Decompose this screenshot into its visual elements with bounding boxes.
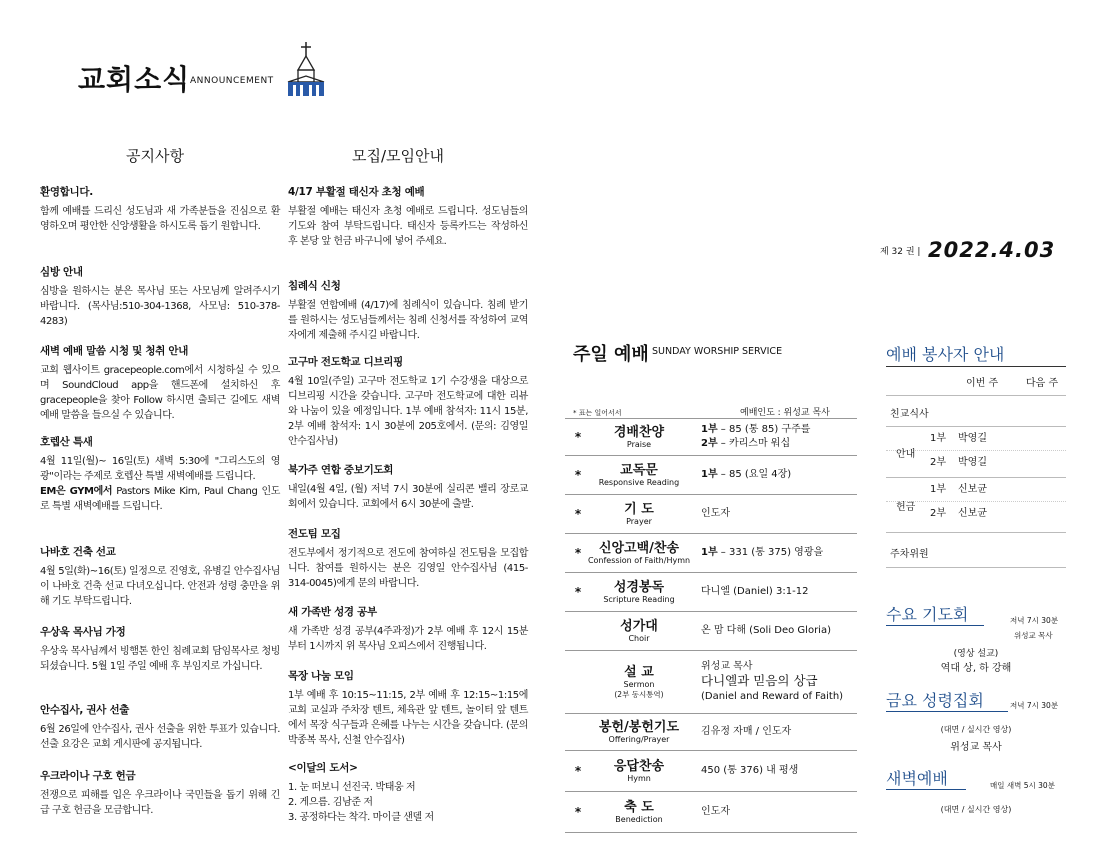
notice-item (40, 184, 280, 234)
stand-mark: * (574, 468, 582, 482)
stand-mark: * (574, 507, 582, 521)
notice-item (40, 264, 280, 329)
notice-title: 안수집사, 권사 선출 (40, 704, 130, 716)
stand-mark: * (574, 585, 582, 599)
dawn-title: 새벽예배 (886, 766, 966, 790)
wednesday-time: 저녁 7시 30분 (1010, 616, 1059, 625)
notice-title: 우상욱 목사님 가정 (40, 626, 126, 638)
worship-row-name: 성경봉독 (613, 579, 665, 595)
fellowship-label: 친교식사 (890, 409, 929, 420)
stand-mark: * (574, 764, 582, 778)
server-name: 박영길 (958, 457, 987, 468)
worship-row-name: 성가대 (620, 618, 658, 634)
this-week-label: 이번 주 (966, 378, 999, 389)
server-name: 신보균 (958, 508, 987, 519)
notice-body: 4월 11일(월)~ 16일(토) 새벽 5:30에 "그리스도의 영광"이라는 주제로 호렙산 특별 새벽예배를 드립니다. (40, 456, 280, 482)
stand-mark: * (574, 430, 582, 444)
friday-line2: 위성교 목사 (950, 742, 1002, 753)
notice-title: 환영합니다. (40, 186, 93, 198)
wednesday-title: 수요 기도회 (886, 602, 984, 626)
notice-title: 심방 안내 (40, 266, 83, 278)
notice-body: 4월 5일(화)~16(토) 일정으로 진영호, 유병길 안수집사님이 나바호 건축 선교 다녀오십니다. 안전과 성령 충만을 위해 기도 부탁드립니다. (40, 566, 280, 607)
notice-body: 교회 웹사이트 gracepeople.com에서 시청하실 수 있으며 SoundCloud app을 핸드폰에 설치하신 후 gracepeople을 찾아 Follow 하시면 출퇴근 길에도 새벽예배 말씀을 들으실 수 있습니다. (40, 365, 280, 421)
notice-title: 새벽 예배 말씀 시청 및 청취 안내 (40, 345, 189, 357)
friday-line1: (대면 / 실시간 영상) (940, 725, 1012, 734)
worship-row-name-en: Offering/Prayer (608, 734, 670, 744)
guide-label: 안내 (896, 449, 916, 460)
recruit-body: 1부 예배 후 10:15~11:15, 2부 예배 후 12:15~1:15에 교회 교실과 주차장 텐트, 체육관 앞 텐트, 놀이터 앞 텐트에서 목장 식구들과 은혜를 나누는 시간을 갖습니다. (문의 박종복 목사, 신철 안수집사) (288, 690, 528, 746)
worship-order-table (565, 418, 857, 833)
servers-header-row (886, 367, 1066, 396)
worship-row-extra: (2부 동시통역) (614, 689, 664, 699)
server-name: 신보균 (958, 484, 987, 495)
worship-row-name-en: Scripture Reading (603, 594, 675, 604)
worship-row (565, 650, 857, 713)
worship-row (565, 418, 857, 455)
notice-body: 함께 예배를 드리신 성도님과 새 가족분들을 진심으로 환영하오며 평안한 신앙생활을 하시도록 돕기 원합니다. (40, 206, 280, 232)
worship-row (565, 572, 857, 611)
recruit-title: 북가주 연합 중보기도회 (288, 464, 394, 476)
worship-note: * 표는 일어서서 (573, 409, 622, 417)
notice-em-strong: EM은 GYM에서 (40, 486, 113, 497)
offering-label: 헌금 (896, 502, 916, 513)
worship-row (565, 455, 857, 494)
recruit-title: <이달의 도서> (288, 762, 358, 774)
worship-row-name-en: Choir (628, 633, 650, 643)
worship-row-content: 김유정 자매 / 인도자 (701, 726, 792, 737)
wednesday-who: 위성교 목사 (1014, 631, 1053, 640)
recruit-body: 부활절 예배는 태신자 초청 예배로 드립니다. 성도님들의 기도와 참여 부탁드립니다. 태신자 등록카드는 작성하신 후 본당 앞 헌금 바구니에 넣어 주세요. (288, 206, 528, 247)
recruit-item (288, 604, 528, 654)
worship-title: 주일 예배 (573, 344, 649, 365)
worship-leader: 예배인도 : 위성교 목사 (740, 408, 830, 418)
page-subtitle: ANNOUNCEMENT (190, 76, 274, 86)
issue-number: 제 32 권 | (880, 247, 921, 257)
notice-item (40, 343, 280, 423)
worship-row-name: 교독문 (620, 462, 658, 478)
worship-row-name-en: Hymn (627, 773, 651, 783)
worship-row-content: 450 (통 376) 내 평생 (701, 765, 799, 776)
notice-title: 우크라이나 구호 헌금 (40, 770, 136, 782)
worship-row (565, 494, 857, 533)
church-icon (284, 42, 328, 98)
worship-row-content: 온 맘 다해 (Soli Deo Gloria) (701, 625, 831, 636)
worship-row-name-en: Sermon (623, 679, 655, 689)
recruit-title: 새 가족반 성경 공부 (288, 606, 377, 618)
notice-item (40, 624, 280, 674)
notice-title: 호렙산 특새 (40, 436, 93, 448)
notice-body: 전쟁으로 피해를 입은 우크라이나 국민들을 돕기 위해 긴급 구호 헌금을 모금합니다. (40, 790, 280, 816)
servers-table (886, 366, 1066, 568)
notice-item (40, 434, 280, 514)
recruit-title: 전도팀 모집 (288, 528, 341, 540)
servers-row: 안내 1부 박영길 2부 박영길 (886, 427, 1066, 478)
worship-row-name: 설 교 (624, 664, 654, 680)
recruit-title: 침례식 신청 (288, 280, 341, 292)
friday-title: 금요 성령집회 (886, 688, 1008, 712)
notice-item (40, 702, 280, 752)
recruit-body: 내일(4월 4일, (월) 저녁 7시 30분에 실리콘 밸리 장로교회에서 있습니다. 교회에서 6시 30분에 출발. (288, 484, 528, 510)
stand-mark: * (574, 546, 582, 560)
servers-row (886, 533, 1066, 568)
recruit-heading: 모집/모임안내 (352, 147, 444, 165)
worship-row-content: 1부 – 331 (통 375) 영광을 (701, 547, 824, 558)
recruit-body: 새 가족반 성경 공부(4주과정)가 2부 예배 후 12시 15분부터 1시까지 위 목사님 오피스에서 진행됩니다. (288, 626, 528, 652)
worship-row-name: 경배찬양 (613, 424, 665, 440)
recruit-item (288, 526, 528, 591)
recruit-item (288, 278, 528, 343)
worship-row-name: 신앙고백/찬송 (598, 540, 680, 556)
notice-body: 심방을 원하시는 분은 목사님 또는 사모님께 알려주시기 바랍니다. (목사님:510-304-1368, 사모님: 510-378-4283) (40, 286, 280, 327)
worship-row-name: 봉헌/봉헌기도 (598, 719, 680, 735)
worship-row-content: 인도자 (701, 806, 730, 817)
worship-row (565, 533, 857, 572)
stand-mark: * (574, 805, 582, 819)
worship-row-content: 1부 – 85 (통 85) 구주를 2부 – 카리스마 워십 (701, 424, 811, 449)
notice-item (40, 544, 280, 609)
servers-title: 예배 봉사자 안내 (886, 345, 1005, 364)
wednesday-line2: 역대 상, 하 강해 (940, 663, 1012, 674)
parking-label: 주차위원 (890, 549, 929, 560)
next-week-label: 다음 주 (1026, 378, 1059, 389)
worship-row-content: 인도자 (701, 508, 730, 519)
recruit-body: 전도부에서 정기적으로 전도에 참여하실 전도팀을 모집합니다. 참여를 원하시는 분은 김영일 안수집사님 (415-314-0045)에게 문의 바랍니다. (288, 548, 528, 589)
friday-time: 저녁 7시 30분 (1010, 701, 1059, 710)
notice-em-body: Pastors Mike Kim, Paul Chang 인도로 특별 새벽예배를 드립니다. (40, 486, 280, 512)
dawn-line1: (대면 / 실시간 영상) (940, 805, 1012, 814)
worship-row-name: 응답찬송 (613, 758, 665, 774)
notice-body: 6월 26일에 안수집사, 권사 선출을 위한 투표가 있습니다. 선출 요강은 교회 게시판에 공지됩니다. (40, 724, 280, 750)
notice-item (40, 768, 280, 818)
server-name: 박영길 (958, 433, 987, 444)
worship-row-name-en: Responsive Reading (598, 477, 680, 487)
issue-date: 2022.4.03 (928, 238, 1056, 262)
worship-row-content: 1부 – 85 (요일 4장) (701, 469, 792, 480)
recruit-title: 4/17 부활절 태신자 초청 예배 (288, 186, 425, 198)
recruit-title: 목장 나눔 모임 (288, 670, 354, 682)
worship-title-en: SUNDAY WORSHIP SERVICE (652, 346, 783, 357)
servers-row: 헌금 1부 신보균 2부 신보균 (886, 478, 1066, 533)
worship-row-name: 축 도 (624, 799, 654, 815)
recruit-body: 1. 눈 떠보니 선진국. 박태웅 저 2. 게으름. 김남준 저 3. 공정하다는 착각. 마이클 샌델 저 (288, 782, 434, 823)
recruit-item (288, 184, 528, 249)
page-title: 교회소식 (78, 63, 191, 96)
recruit-item (288, 668, 528, 748)
recruit-item (288, 354, 528, 449)
worship-row-content: 위성교 목사 다니엘과 믿음의 상급 (Daniel and Reward of Faith) (701, 661, 844, 702)
worship-row-name-en: Confession of Faith/Hymn (587, 555, 691, 565)
recruit-body: 4월 10일(주일) 고구마 전도학교 1기 수강생을 대상으로 디브리핑 시간을 갖습니다. 고구마 전도학교에 대한 리뷰와 나눔이 있을 예정입니다. 1부 예배 참석자: 11시 15분, 2부 예배 참석자: 1시 30분에 205호에서. (문의: 김영일 안수집사님) (288, 376, 528, 447)
notices-heading: 공지사항 (126, 147, 184, 165)
notice-body: 우상욱 목사님께서 빙햄톤 한인 침례교회 담임목사로 청빙 되셨습니다. 5월 1일 주일 예배 후 부임지로 가십니다. (40, 646, 280, 672)
recruit-item (288, 760, 528, 825)
worship-row-content: 다니엘 (Daniel) 3:1-12 (701, 586, 809, 597)
notice-title: 나바호 건축 선교 (40, 546, 116, 558)
worship-row-name: 기 도 (624, 501, 654, 517)
worship-row-name-en: Benediction (615, 814, 663, 824)
recruit-body: 부활절 연합예배 (4/17)에 침례식이 있습니다. 침례 받기를 원하시는 성도님들께서는 침례 신청서를 작성하여 교역자에게 제출해 주시길 바랍니다. (288, 300, 528, 341)
worship-row-name-en: Praise (626, 439, 652, 449)
worship-row (565, 750, 857, 791)
servers-row (886, 396, 1066, 427)
wednesday-line1: (영상 설교) (953, 649, 999, 659)
worship-row (565, 791, 857, 833)
recruit-title: 고구마 전도학교 디브리핑 (288, 356, 403, 368)
worship-row (565, 611, 857, 650)
worship-row (565, 713, 857, 750)
dawn-time: 매일 새벽 5시 30분 (990, 781, 1055, 790)
worship-row-name-en: Prayer (626, 516, 652, 526)
recruit-item (288, 462, 528, 512)
